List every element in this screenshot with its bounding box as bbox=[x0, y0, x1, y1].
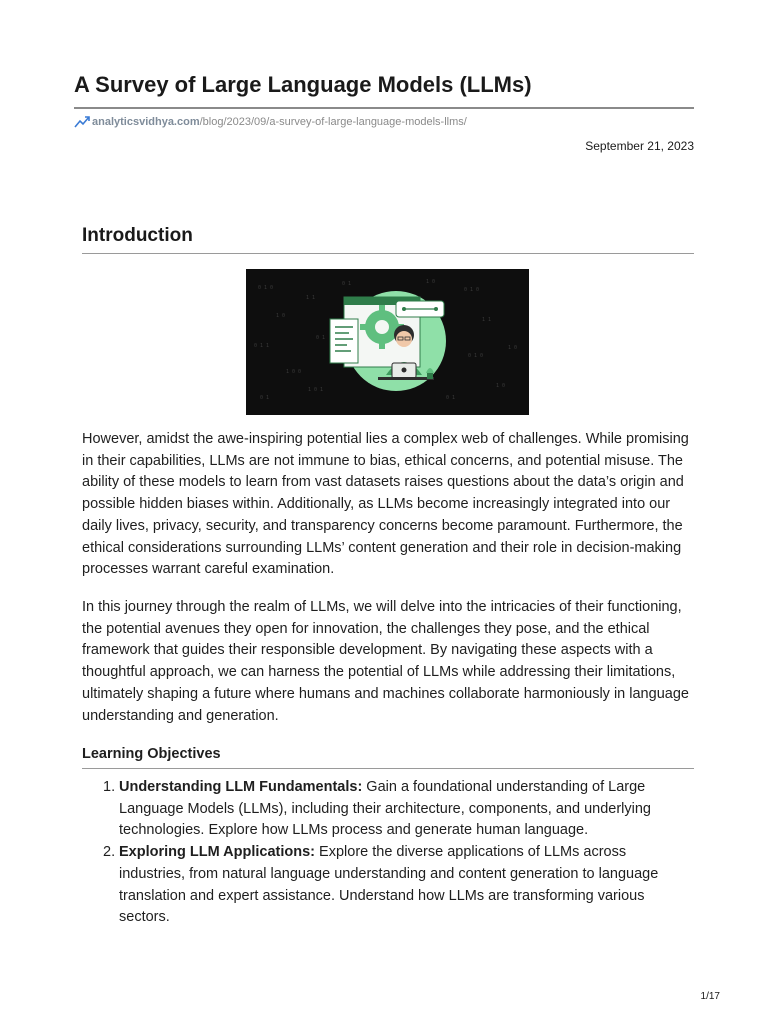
source-url[interactable] bbox=[74, 114, 467, 130]
list-item-lead: Exploring LLM Applications: bbox=[119, 844, 316, 861]
page-number: 1/17 bbox=[700, 991, 720, 1002]
section-divider bbox=[82, 253, 694, 254]
trend-line-icon bbox=[74, 116, 90, 128]
llm-developer-illustration bbox=[246, 269, 529, 415]
svg-text:1 0: 1 0 bbox=[426, 279, 436, 285]
list-item-text: Gain a foundational understanding of Large Language Models (LLMs), including their architecture, components, and underlying technologies. Explore how LLMs process and generate human language. bbox=[119, 779, 651, 839]
list-item-lead: Understanding LLM Fundamentals: bbox=[119, 779, 363, 795]
list-item bbox=[82, 842, 694, 929]
intro-paragraph: However, amidst the awe-inspiring potential lies a complex web of challenges. While promising in their capabilities, LLMs are not immune to bias, ethical concerns, and potential misuse. The ability of these models to learn from vast datasets raises questions about the data’s origin and possible hidden biases within. Additionally, as LLMs become increasingly integrated into our daily lives, privacy, security, and transparency concerns become paramount. Furthermore, the ethical considerations surrounding LLMs’ content generation and their role in decision-making processes warrant careful examination. bbox=[82, 431, 689, 578]
svg-text:0 1 0: 0 1 0 bbox=[464, 287, 480, 293]
list-item-text: Explore the diverse applications of LLMs across industries, from natural language understanding and content generation to language translation and expert assistance. Understand how LLMs are transforming various sectors. bbox=[119, 844, 659, 926]
svg-text:1 1: 1 1 bbox=[482, 317, 492, 323]
list-number: 1. bbox=[103, 779, 116, 795]
hero-illustration bbox=[246, 269, 529, 415]
section-heading-introduction: Introduction bbox=[82, 225, 193, 246]
svg-text:1 0: 1 0 bbox=[276, 313, 286, 319]
svg-text:0 1: 0 1 bbox=[316, 335, 326, 341]
svg-text:1 0: 1 0 bbox=[496, 383, 506, 389]
page-title: A Survey of Large Language Models (LLMs) bbox=[74, 72, 532, 97]
publish-date: September 21, 2023 bbox=[585, 139, 694, 153]
section-divider bbox=[82, 768, 694, 769]
source-domain[interactable]: analyticsvidhya.com bbox=[92, 116, 200, 128]
list-item bbox=[82, 777, 694, 842]
learning-objectives-list bbox=[82, 777, 694, 929]
svg-text:1 0 1: 1 0 1 bbox=[308, 387, 324, 393]
list-number: 2. bbox=[103, 844, 116, 861]
svg-text:0 1: 0 1 bbox=[260, 395, 270, 401]
svg-text:1 0 0: 1 0 0 bbox=[286, 369, 302, 375]
svg-text:0 1: 0 1 bbox=[446, 395, 456, 401]
source-path[interactable]: /blog/2023/09/a-survey-of-large-language-models-llms/ bbox=[199, 116, 467, 128]
svg-text:1 0: 1 0 bbox=[508, 345, 518, 351]
section-heading-learning-objectives: Learning Objectives bbox=[82, 746, 221, 762]
title-divider bbox=[74, 107, 694, 109]
svg-text:0 1: 0 1 bbox=[342, 281, 352, 287]
svg-text:1 1: 1 1 bbox=[306, 295, 316, 301]
svg-text:0 1 1: 0 1 1 bbox=[254, 343, 270, 349]
intro-paragraph: In this journey through the realm of LLMs, we will delve into the intricacies of their functioning, the potential avenues they open for innovation, the challenges they pose, and the ethical framework that guides their responsible development. By navigating these aspects with a thoughtful approach, we can harness the potential of LLMs while addressing their limitations, ultimately shaping a future where humans and machines collaborate harmoniously in language understanding and generation. bbox=[82, 599, 689, 724]
svg-text:0 1 0: 0 1 0 bbox=[468, 353, 484, 359]
svg-text:0 1 0: 0 1 0 bbox=[258, 285, 274, 291]
